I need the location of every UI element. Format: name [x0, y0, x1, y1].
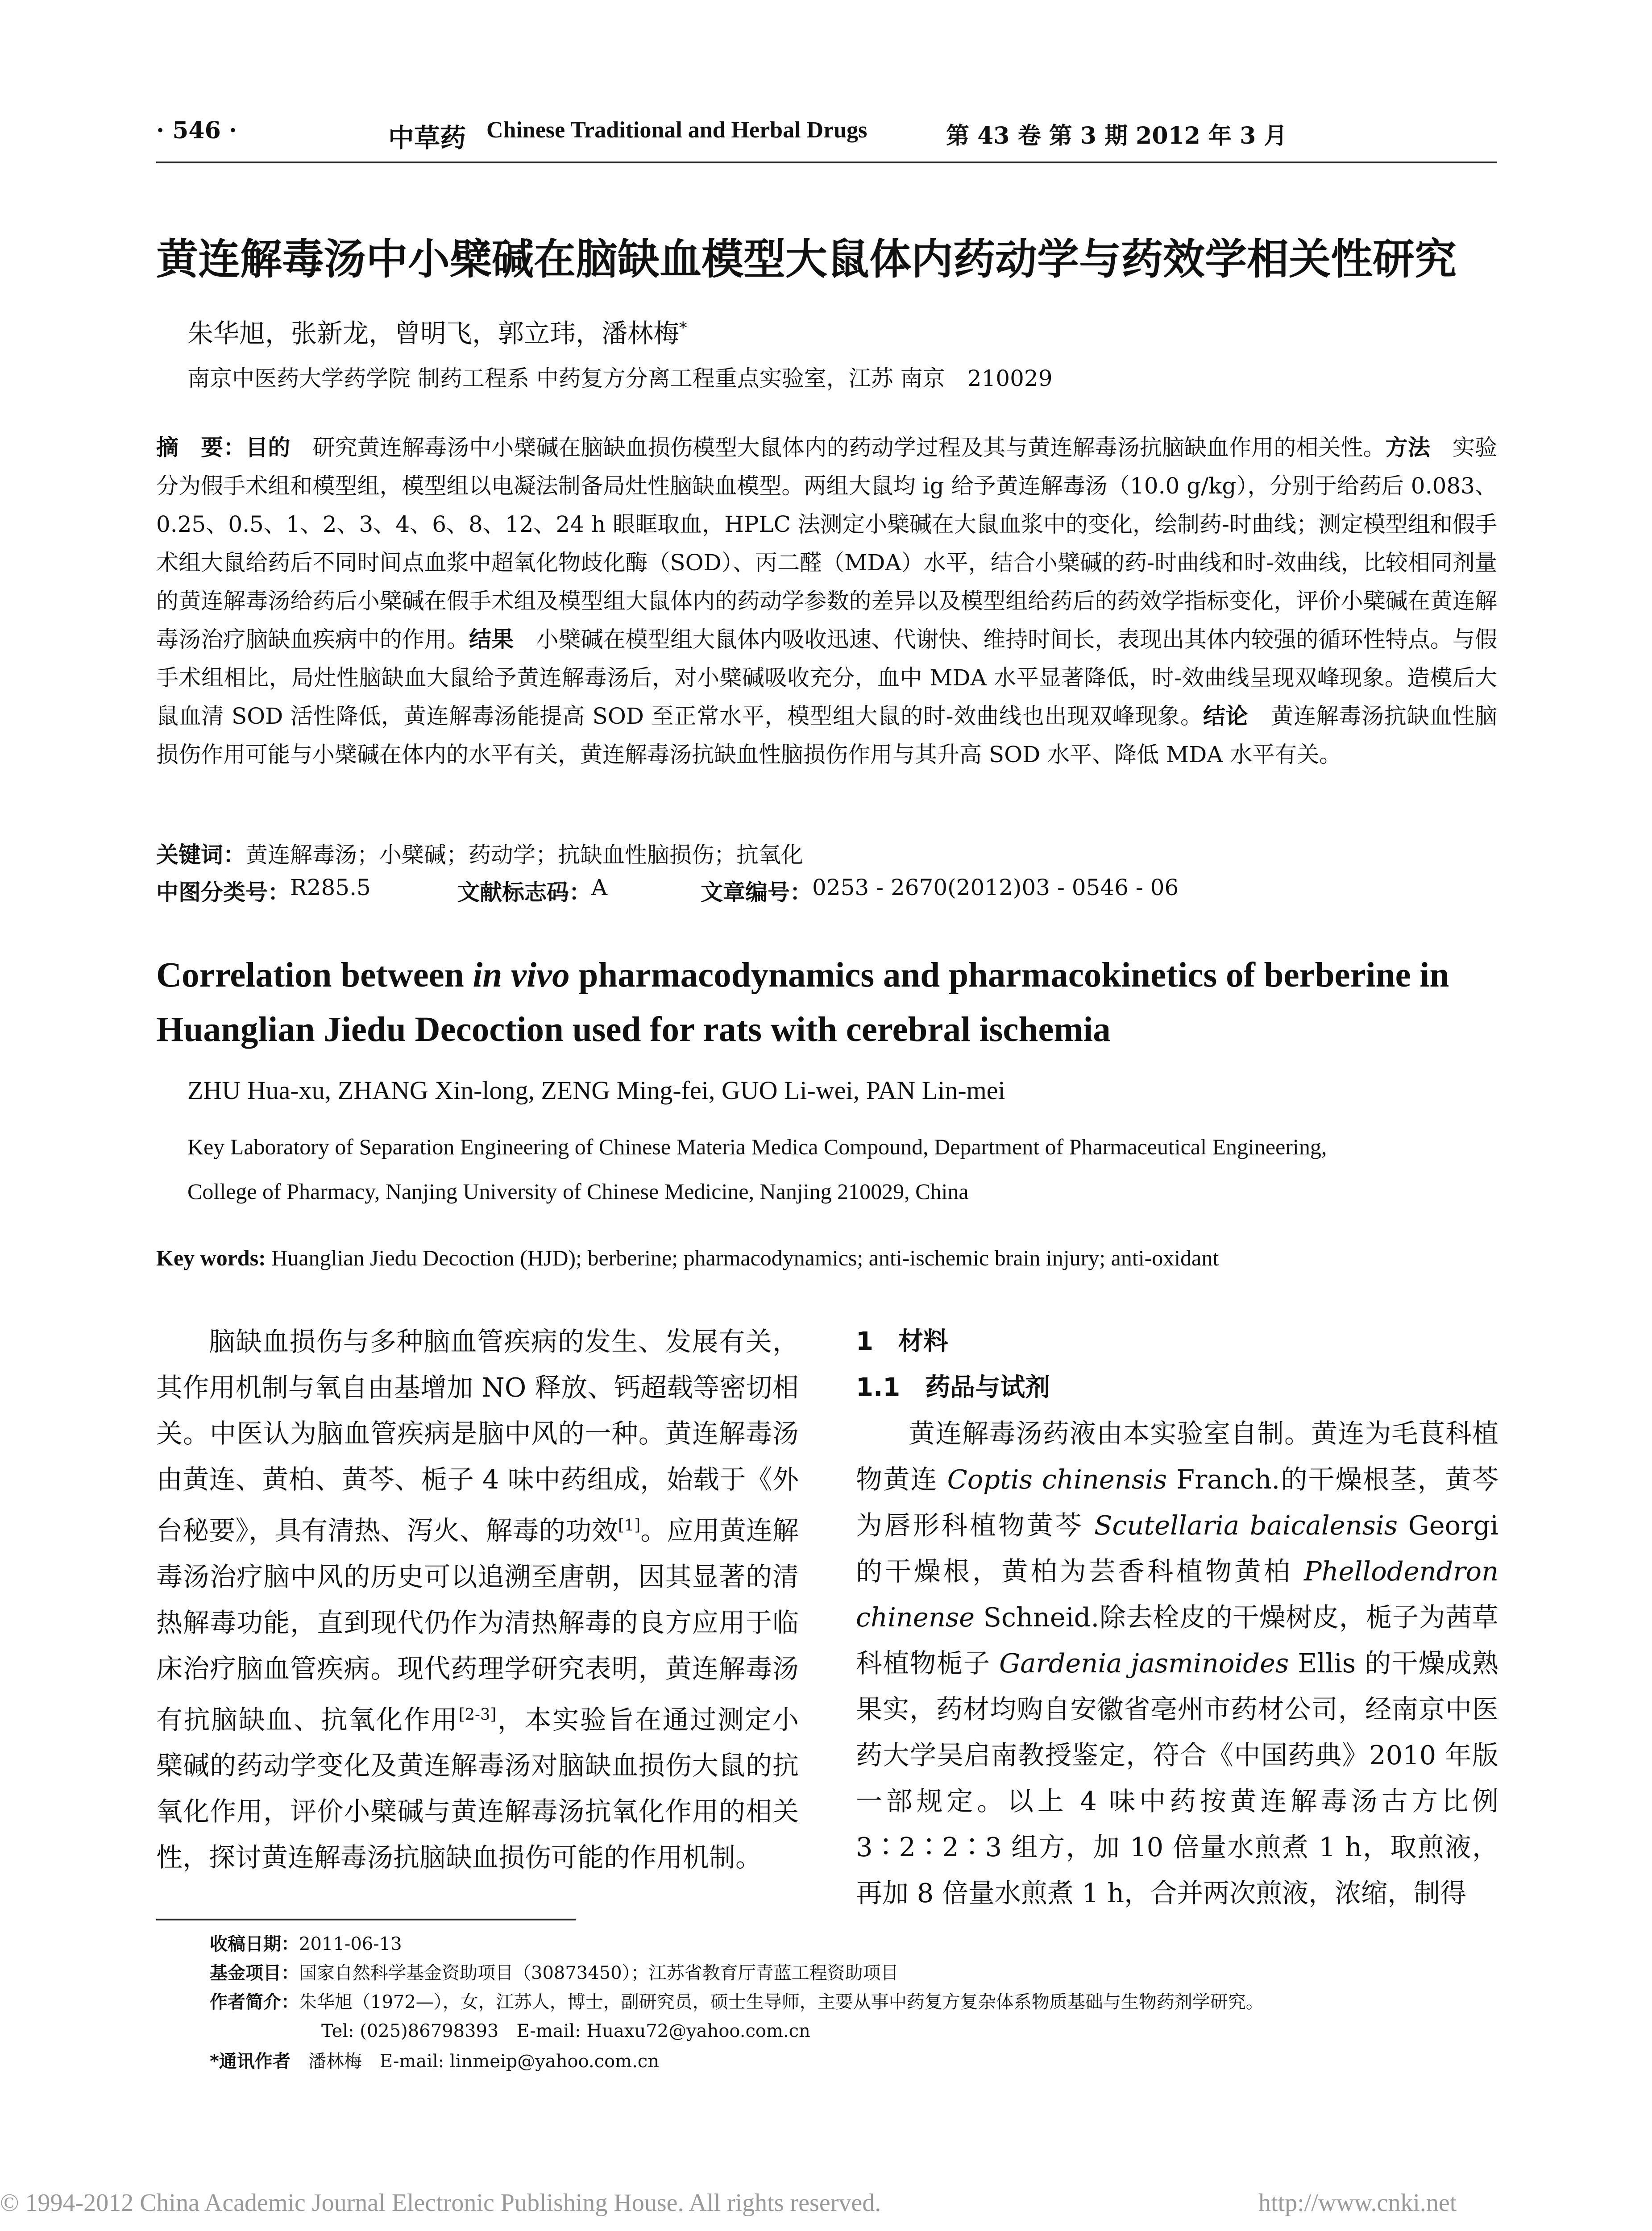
body-right-column: [856, 1319, 1498, 1916]
affiliation-en: [187, 1124, 1482, 1214]
keywords-cn-text: 黄连解毒汤；小檗碱；药动学；抗缺血性脑损伤；抗氧化: [245, 842, 803, 868]
species-name: Scutellaria baicalensis: [1094, 1510, 1398, 1541]
citation-1: [1]: [618, 1516, 641, 1534]
footnote-author-bio: 作者简介：朱华旭（1972—），女，江苏人，博士，副研究员，硕士生导师，主要从事中药复方复杂体系物质基础与生物药剂学研究。: [210, 1992, 1264, 2012]
article-title-en: Correlation between in vivo pharmacodynamics and pharmacokinetics of berberine in Huanglian Jiedu Decoction used for rats with cerebral ischemia: [156, 956, 1449, 1049]
authors-cn-names: 朱华旭，张新龙，曾明飞，郭立玮，潘林梅: [187, 318, 680, 348]
page-number: · 546 ·: [156, 117, 237, 144]
cnki-link[interactable]: http://www.cnki.net: [1258, 2189, 1457, 2217]
clc-label: 中图分类号：: [156, 879, 290, 905]
authors-en: ZHU Hua-xu, ZHANG Xin-long, ZENG Ming-fei, GUO Li-wei, PAN Lin-mei: [187, 1076, 1005, 1105]
results-label: 结果: [469, 626, 514, 652]
section-1-heading: 1 材料: [856, 1327, 948, 1356]
keywords-en-label: Key words:: [156, 1245, 266, 1270]
authors-cn: [187, 312, 687, 350]
citation-2-3: [2-3]: [458, 1705, 497, 1724]
results-text: 小檗碱在模型组大鼠体内吸收迅速、代谢快、维持时间长，表现出其体内较强的循环性特点。与假手术组相比，局灶性脑缺血大鼠给予黄连解毒汤后，对小檗碱吸收充分，血中 MDA 水平显著降低，时-效曲线呈现双峰现象。造模后大鼠血清 SOD 活性降低，黄连解毒汤能提高 SOD 至正常水平，模型组大鼠的时-效曲线也出现双峰现象。: [156, 626, 1498, 729]
footnote-author-contact: Tel: (025)86798393 E-mail: Huaxu72@yahoo.com.cn: [321, 2021, 810, 2041]
doc-code-label: 文献标志码：: [457, 879, 591, 905]
affiliation-cn: 南京中医药大学药学院 制药工程系 中药复方分离工程重点实验室，江苏 南京 210029: [187, 365, 1053, 391]
intro-paragraph: 脑缺血损伤与多种脑血管疾病的发生、发展有关，其作用机制与氧自由基增加 NO 释放、钙超载等密切相关。中医认为脑血管疾病是脑中风的一种。黄连解毒汤由黄连、黄柏、黄芩、栀子 4 味中药组成，始载于《外台秘要》，具有清热、泻火、解毒的功效[1]。应用黄连解毒汤治疗脑中风的历史可以追溯至唐朝，因其显著的清热解毒功能，直到现代仍作为清热解毒的良方应用于临床治疗脑血管疾病。现代药理学研究表明，黄连解毒汤有抗脑缺血、抗氧化作用[2-3]，本实验旨在通过测定小檗碱的药动学变化及黄连解毒汤对脑缺血损伤大鼠的抗氧化作用，评价小檗碱与黄连解毒汤抗氧化作用的相关性，探讨黄连解毒汤抗脑缺血损伤可能的作用机制。: [156, 1326, 799, 1873]
corresponding-mark: *: [679, 319, 687, 337]
footnote-fund: 基金项目：国家自然科学基金资助项目（30873450）；江苏省教育厅青蓝工程资助项目: [210, 1963, 899, 1983]
footnote-rule: [156, 1919, 576, 1920]
keywords-en: [156, 1245, 1219, 1271]
article-number-label: 文章编号：: [701, 879, 812, 905]
materials-paragraph: 黄连解毒汤药液由本实验室自制。黄连为毛茛科植物黄连 Coptis chinensis Franch.的干燥根茎，黄芩为唇形科植物黄芩 Scutellaria baicalensis Georgi 的干燥根，黄柏为芸香科植物黄柏 Phellodendron chinense Schneid.除去栓皮的干燥树皮，栀子为茜草科植物栀子 Gardenia jasminoides Ellis 的干燥成熟果实，药材均购自安徽省亳州市药材公司，经南京中医药大学吴启南教授鉴定，符合《中国药典》2010 年版一部规定。以上 4 味中药按黄连解毒汤古方比例 3∶2∶2∶3 组方，加 10 倍量水煎煮 1 h，取煎液，再加 8 倍量水煎煮 1 h，合并两次煎液，浓缩，制得: [856, 1418, 1499, 1908]
methods-text: 实验分为假手术组和模型组，模型组以电凝法制备局灶性脑缺血模型。两组大鼠均 ig 给予黄连解毒汤（10.0 g/kg），分别于给药后 0.083、0.25、0.5、1、2、3、4、6、8、12、24 h 眼眶取血，HPLC 法测定小檗碱在大鼠血浆中的变化，绘制药-时曲线；测定模型组和假手术组大鼠给药后不同时间点血浆中超氧化物歧化酶（SOD）、丙二醛（MDA）水平，结合小檗碱的药-时曲线和时-效曲线，比较相同剂量的黄连解毒汤给药后小檗碱在假手术组及模型组大鼠体内的药动学参数的差异以及模型组给药后的药效学指标变化，评价小檗碱在黄连解毒汤治疗脑缺血疾病中的作用。: [156, 435, 1498, 652]
methods-label: 方法: [1385, 435, 1430, 460]
doc-code-value: A: [591, 875, 608, 900]
journal-name-en: Chinese Traditional and Herbal Drugs: [486, 117, 868, 143]
body-left-column: [156, 1319, 799, 1880]
footnote-corresponding: *通讯作者 潘林梅 E-mail: linmeip@yahoo.com.cn: [210, 2051, 659, 2072]
affiliation-en-line-1: Key Laboratory of Separation Engineering of Chinese Materia Medica Compound, Department of Pharmaceutical Engineering,: [187, 1134, 1327, 1159]
running-header: [156, 117, 1495, 157]
objective-label: 目的: [245, 435, 291, 460]
keywords-cn-label: 关键词：: [156, 842, 245, 868]
footnote-received: 收稿日期：2011-06-13: [210, 1934, 402, 1954]
species-name: Phellodendron chinense: [856, 1556, 1498, 1633]
journal-name-cn: 中草药: [388, 123, 466, 153]
abstract-label: 摘 要：: [156, 435, 246, 460]
keywords-cn: [156, 837, 803, 869]
clc-value: R285.5: [290, 875, 371, 900]
classification-line: [156, 875, 1497, 910]
copyright-text: © 1994-2012 China Academic Journal Electronic Publishing House. All rights reserved.: [0, 2189, 881, 2217]
keywords-en-text: Huanglian Jiedu Decoction (HJD); berberine; pharmacodynamics; anti-ischemic brain injury; anti-oxidant: [266, 1245, 1219, 1270]
affiliation-en-line-2: College of Pharmacy, Nanjing University of Chinese Medicine, Nanjing 210029, China: [187, 1179, 969, 1204]
abstract-cn: [156, 428, 1497, 774]
section-1-1-heading: 1.1 药品与试剂: [856, 1373, 1050, 1402]
header-rule: [156, 162, 1497, 163]
article-title-cn: 黄连解毒汤中小檗碱在脑缺血模型大鼠体内药动学与药效学相关性研究: [156, 235, 1457, 284]
conclusion-label: 结论: [1203, 703, 1249, 729]
title-italic: in vivo: [473, 956, 570, 995]
journal-issue: 第 43 卷 第 3 期 2012 年 3 月: [946, 122, 1287, 149]
objective-text: 研究黄连解毒汤中小檗碱在脑缺血损伤模型大鼠体内的药动学过程及其与黄连解毒汤抗脑缺血作用的相关性。: [290, 435, 1386, 460]
conclusion-text: 黄连解毒汤抗缺血性脑损伤作用可能与小檗碱在体内的水平有关，黄连解毒汤抗缺血性脑损伤作用与其升高 SOD 水平、降低 MDA 水平有关。: [156, 703, 1498, 767]
species-name: Coptis chinensis: [947, 1464, 1167, 1495]
species-name: Gardenia jasminoides: [999, 1648, 1289, 1679]
article-number-value: 0253 - 2670(2012)03 - 0546 - 06: [812, 875, 1179, 900]
